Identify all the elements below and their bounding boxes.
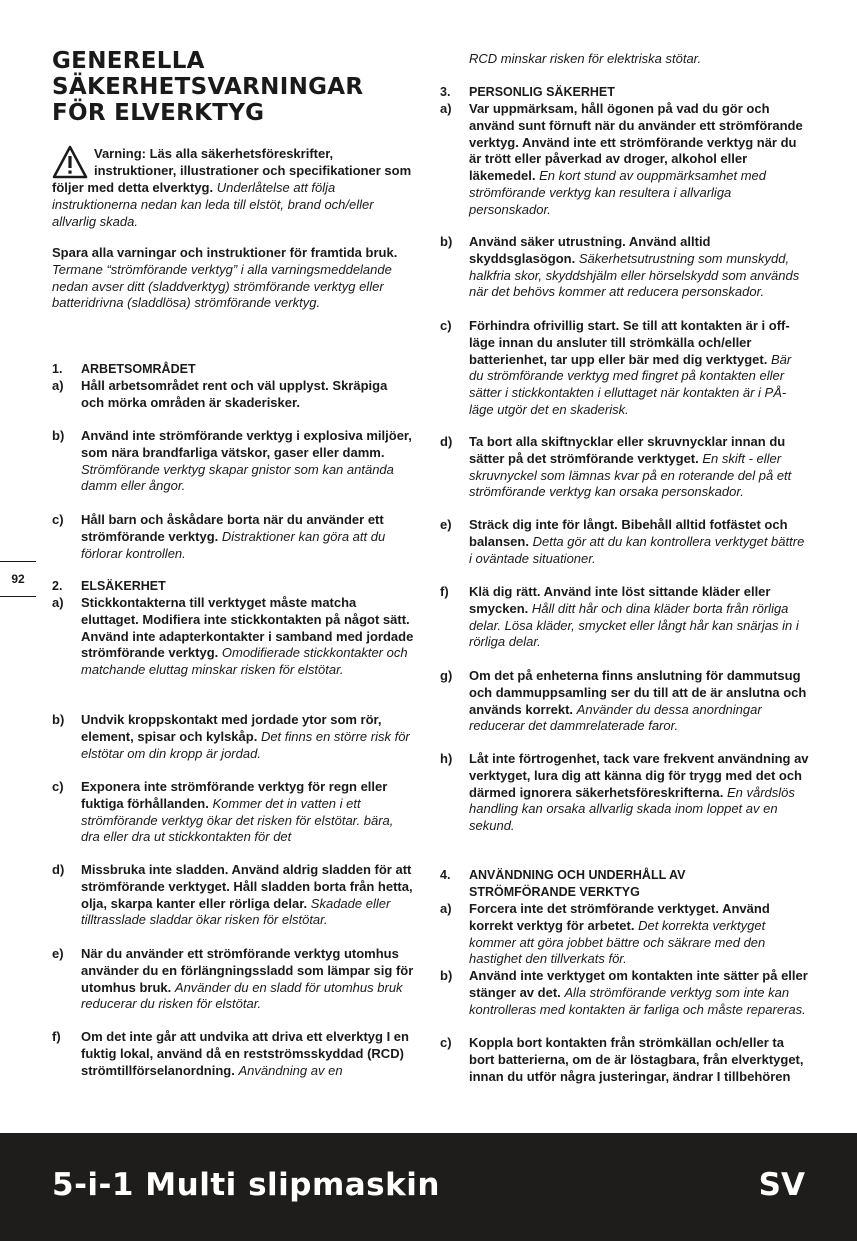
list-item: d) Missbruka inte sladden. Använd aldrig sladden för att strömförande verktyget. Håll sladden borta från hetta, olja, skarpa kanter eller rörliga delar. Skadade eller tilltrasslade sladdar ökar risken för elstötar.: [52, 862, 413, 928]
section-heading: 4. ANVÄNDNING OCH UNDERHÅLL AV STRÖMFÖRANDE VERKTYG: [440, 868, 686, 899]
warning-bold-text: Varning: Läs alla säkerhetsföreskrifter, instruktioner, illustrationer och specifikationer som följer med detta elverktyg.: [52, 146, 412, 195]
list-item: a) Stickkontakterna till verktyget måste matcha eluttaget. Modifiera inte stickkontakten på något sätt. Använd inte adapterkontakter i samband med jordade strömförande verktyg. Omodifierade stickkontakter och matchande eluttag minskar risken för elstötar.: [52, 595, 414, 678]
list-item: b) Undvik kroppskontakt med jordade ytor som rör, element, spisar och kylskåp. Det finns en större risk för elstötar om din kropp är jordad.: [52, 712, 410, 761]
warning-block: [52, 145, 414, 230]
list-item: a) Håll arbetsområdet rent och väl upplyst. Skräpiga och mörka områden är skaderisker.: [52, 378, 388, 410]
list-item: b) Använd inte verktyget om kontakten inte sätter på eller stänger av det. Alla strömförande verktyg som inte kan kontrolleras med kontakten är farliga och måste repareras.: [440, 968, 808, 1017]
list-item: g) Om det på enheterna finns anslutning för dammutsug och dammuppsamling ser du till att de är anslutna och används korrekt. Använder du dessa anordningar reducerar det dammrelaterade faror.: [440, 668, 807, 734]
language-code: SV: [758, 1167, 805, 1203]
list-item: e) När du använder ett strömförande verktyg utomhus använder du en förlängningssladd som lämpar sig för utomhus bruk. Använder du en sladd för utomhus bruk reducerar du risken för elstötar.: [52, 946, 414, 1012]
section-heading: 2. ELSÄKERHET: [52, 579, 166, 593]
section-heading: 3. PERSONLIG SÄKERHET: [440, 85, 615, 99]
list-item: f) Om det inte går att undvika att driva ett elverktyg I en fuktig lokal, använd då en restströmsskyddad (RCD) strömtillförselanordning. Användning av en: [52, 1029, 409, 1078]
list-item: h) Låt inte förtrogenhet, tack vare frekvent användning av verktyget, lura dig att känna dig för trygg med det och därmed ignorera säkerhetsföreskrifterna. En vårdslös handling kan orsaka allvarlig skada inom loppet av en sekund.: [440, 751, 809, 834]
product-title: 5-i-1 Multi slipmaskin: [52, 1167, 440, 1203]
list-item: b) Använd inte strömförande verktyg i explosiva miljöer, som nära brandfarliga vätskor, gaser eller damm. Strömförande verktyg skapar gnistor som kan antända damm eller ångor.: [52, 428, 412, 494]
list-item: b) Använd säker utrustning. Använd alltid skyddsglasögon. Säkerhetsutrustning som munskydd, halkfria skor, skyddshjälm eller hörselskydd som används när det behövs kommer att reducera personskador.: [440, 234, 800, 300]
continued-text: RCD minskar risken för elektriska stötar.: [469, 51, 702, 66]
list-item: c) Förhindra ofrivillig start. Se till att kontakten är i off-läge innan du ansluter till strömkälla och/eller batterienhet, tar upp eller bär med dig verktyget. Bär du strömförande verktyg med fingret på kontakten eller sätter i stickkontakten i elluttaget när kontakten är i PÅ-läge utgör det en skaderisk.: [440, 318, 792, 417]
list-item: c) Koppla bort kontakten från strömkällan och/eller ta bort batterierna, om de är löstagbara, från elverktyget, innan du utför några justeringar, ändrar I tillbehören: [440, 1035, 804, 1084]
footer-band: [0, 1133, 857, 1241]
warning-italic-text: Underlåtelse att följa instruktionerna nedan kan leda till elstöt, brand och/eller allvarlig skada.: [52, 180, 374, 229]
save-instructions: Spara alla varningar och instruktioner för framtida bruk. Termane “strömförande verktyg” i alla varningsmeddelande nedan avser ditt (sladdverktyg) strömförande verktyg eller batteridrivna (sladdlösa) strömförande verktyg.: [52, 245, 398, 311]
list-item: c) Exponera inte strömförande verktyg för regn eller fuktiga förhållanden. Kommer det in vatten i ett strömförande verktyg ökar det risken för elstötar. bära, dra eller dra ut stickkontakten för det: [52, 779, 394, 845]
list-item: e) Sträck dig inte för långt. Bibehåll alltid fotfästet och balansen. Detta gör att du kan kontrollera verktyget bättre i oväntade situationer.: [440, 517, 805, 566]
list-item: a) Forcera inte det strömförande verktyget. Använd korrekt verktyg för arbetet. Det korrekta verktyget kommer att göra jobbet bättre och säkrare med den hastighet den tillverkats för.: [440, 901, 770, 967]
list-item: d) Ta bort alla skiftnycklar eller skruvnycklar innan du sätter på det strömförande verktyget. En skift - eller skruvnyckel som lämnas kvar på en roterande del på ett strömförande verktyg kan orsaka personskador.: [440, 434, 792, 500]
page-number: 92: [0, 561, 36, 597]
list-item: a) Var uppmärksam, håll ögonen på vad du gör och använd sunt förnuft när du använder ett strömförande verktyg. Använd inte ett strömförande verktyg när du är trött eller påverkad av droger, alkohol eller läkemedel. En kort stund av ouppmärksamhet med strömförande verktyg kan resultera i allvarliga personskador.: [440, 101, 803, 217]
list-item: f) Klä dig rätt. Använd inte löst sittande kläder eller smycken. Håll ditt hår och dina kläder borta från rörliga delar. Lösa kläder, smycket eller långt hår kan snärjas in i rörliga delar.: [440, 584, 799, 650]
page-title: GENERELLA SÄKERHETSVARNINGAR FÖR ELVERKTYG: [52, 48, 364, 126]
warning-triangle-icon: [52, 145, 88, 179]
list-item: c) Håll barn och åskådare borta när du använder ett strömförande verktyg. Distraktioner kan göra att du förlorar kontrollen.: [52, 512, 386, 561]
section-heading: 1. ARBETSOMRÅDET: [52, 362, 196, 376]
